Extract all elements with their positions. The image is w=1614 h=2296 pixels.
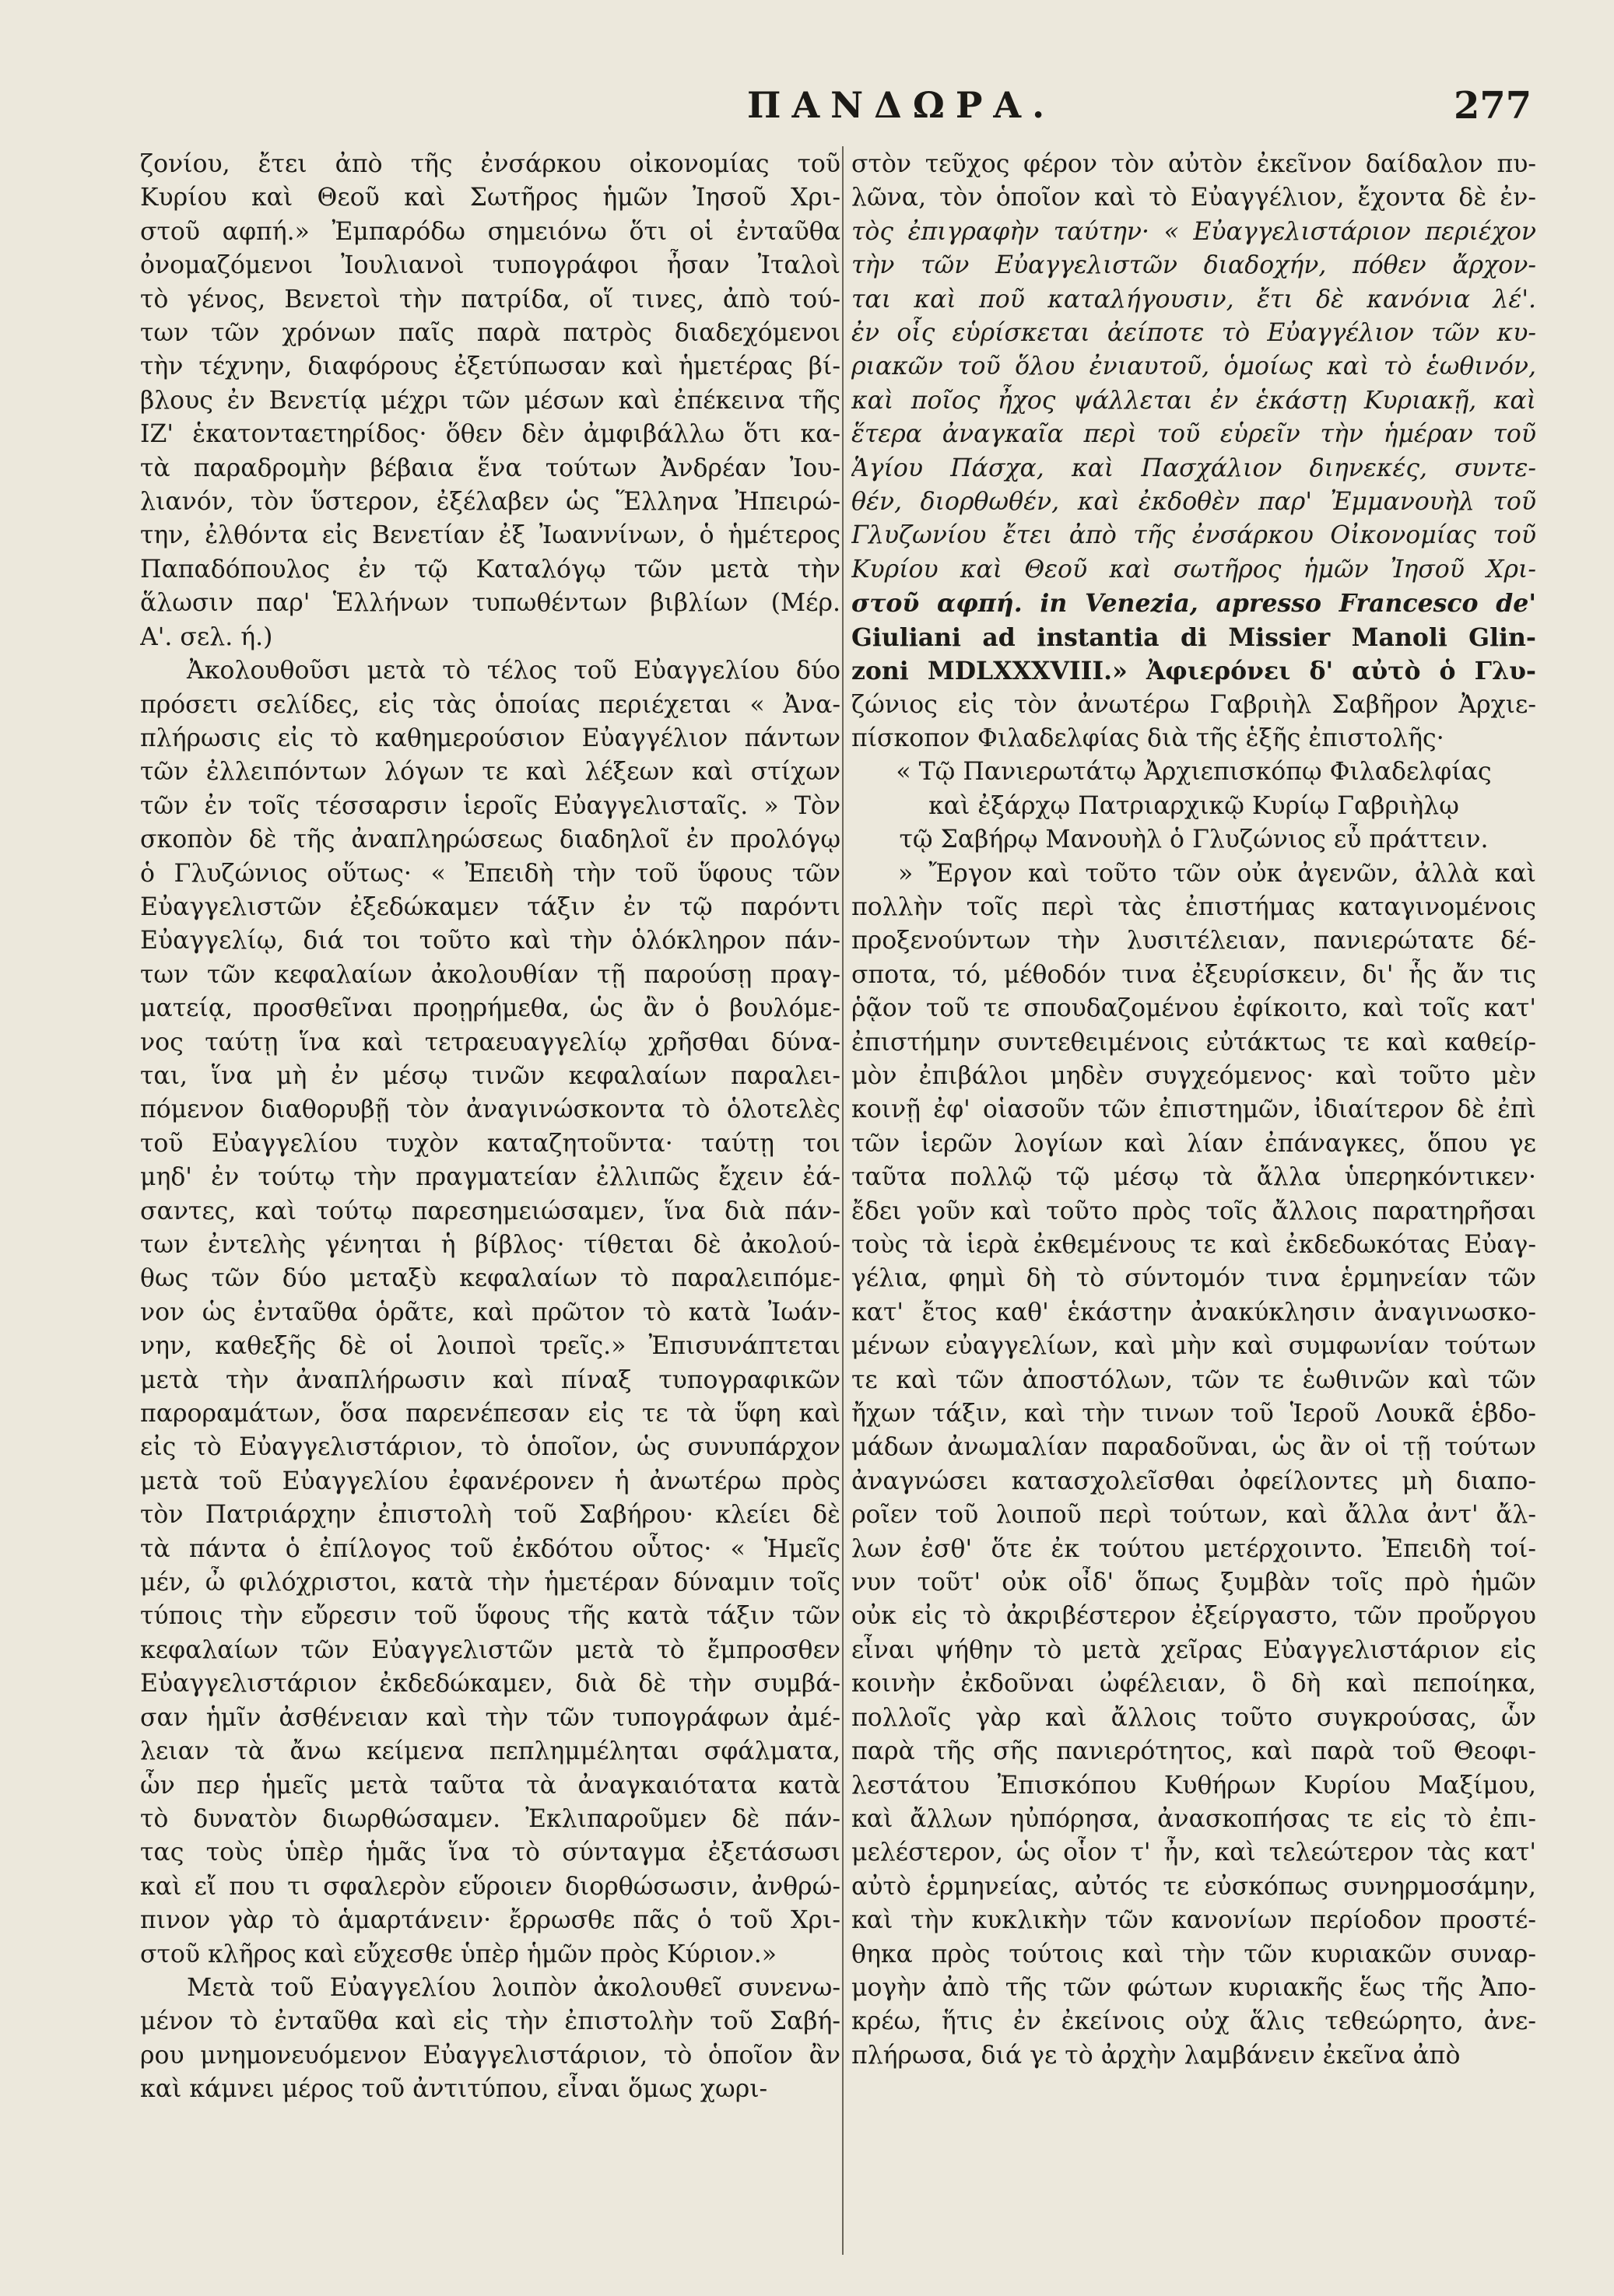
text-line: πίσκοπον Φιλαδελφίας διὰ τῆς ἑξῆς ἐπιστολῆς· [851, 724, 1444, 752]
text-line: των τῶν χρόνων παῖς παρὰ πατρὸς διαδεχόμενοι [140, 319, 840, 348]
text-line: τῶν ἐν τοῖς τέσσαρσιν ἱεροῖς Εὐαγγελισταῖς. » Τὸν [140, 791, 840, 820]
text-line: Παπαδόπουλος ἐν τῷ Καταλόγῳ τῶν μετὰ τὴν [140, 555, 840, 584]
text-line: τοὺς τὰ ἱερὰ ἐκθεμένους τε καὶ ἐκδεδωκότας Εὐαγ- [851, 1231, 1536, 1259]
text-line: των τῶν κεφαλαίων ἀκολουθίαν τῇ παρούσῃ πραγ- [140, 960, 840, 989]
text-line: εἶναι ψήθην τὸ μετὰ χεῖρας Εὐαγγελιστάριον εἰς [851, 1635, 1536, 1664]
text-line: καὶ ποῖος ἦχος ψάλλεται ἐν ἑκάστῃ Κυριακῇ, καὶ [851, 386, 1536, 415]
text-line: τῶν ἱερῶν λογίων καὶ λίαν ἐπάναγκες, ὅπου γε [851, 1129, 1536, 1158]
text-line: ἐν οἷς εὑρίσκεται ἀείποτε τὸ Εὐαγγέλιον τῶν κυ- [851, 319, 1536, 348]
text-line: παροραμάτων, ὅσα παρενέπεσαν εἰς τε τὰ ὕφη καὶ [140, 1400, 840, 1428]
text-line: τὰ παραδρομὴν βέβαια ἕνα τούτων Ἀνδρέαν Ἰου- [140, 454, 840, 482]
text-line: στοῦ αφπή.» Ἐμπαρόδω σημειόνω ὅτι οἱ ἐνταῦθα [140, 217, 840, 246]
text-line: νυν τοῦτ' οὐκ οἶδ' ὅπως ξυμβὰν τοῖς πρὸ ἡμῶν [851, 1569, 1536, 1597]
text-line: καὶ τὴν κυκλικὴν τῶν κανονίων περίοδον προστέ- [851, 1906, 1536, 1935]
text-line: μένον τὸ ἐνταῦθα καὶ εἰς τὴν ἐπιστολὴν τοῦ Σαβή- [140, 2007, 840, 2036]
text-line: τε καὶ τῶν ἀποστόλων, τῶν τε ἑωθινῶν καὶ τῶν [851, 1365, 1536, 1394]
text-line: λεστάτου Ἐπισκόπου Κυθήρων Κυρίου Μαξίμου, [851, 1771, 1536, 1800]
text-line: τὸ γένος, Βενετοὶ τὴν πατρίδα, οἵ τινες, ἀπὸ τού- [140, 285, 840, 314]
text-line: κεφαλαίων τῶν Εὐαγγελιστῶν μετὰ τὸ ἔμπροσθεν [140, 1635, 840, 1664]
text-line: Εὐαγγελιστάριον ἐκδεδώκαμεν, διὰ δὲ τὴν συμβά- [140, 1670, 840, 1698]
text-line: ται καὶ ποῦ καταλήγουσιν, ἔτι δὲ κανόνια λέ'. [851, 285, 1536, 314]
text-line: λων ἐσθ' ὅτε ἐκ τούτου μετέρχοιντο. Ἐπειδὴ τοί- [851, 1534, 1536, 1563]
text-line: κρέω, ἥτις ἐν ἐκείνοις οὐχ ἅλις τεθεώρητο, ἀνε- [851, 2007, 1536, 2036]
text-line: τῶν ἐλλειπόντων λόγων τε καὶ λέξεων καὶ στίχων [140, 758, 840, 787]
text-line: ἅλωσιν παρ' Ἑλλήνων τυπωθέντων βιβλίων (Μέρ. [140, 589, 840, 618]
text-line: πολλὴν τοῖς περὶ τὰς ἐπιστήμας καταγινομένοις [851, 892, 1536, 921]
text-line: θηκα πρὸς τούτοις καὶ τὴν τῶν κυριακῶν συναρ- [851, 1940, 1536, 1968]
text-line: μένων εὐαγγελίων, καὶ μὴν καὶ συμφωνίαν τούτων [851, 1332, 1536, 1361]
text-line: Ἁγίου Πάσχα, καὶ Πασχάλιον διηνεκές, συντε- [851, 454, 1536, 482]
text-line: την, ἐλθόντα εἰς Βενετίαν ἐξ Ἰωαννίνων, ὁ ἡμέτερος [140, 521, 840, 550]
text-line: πλήρωσις εἰς τὸ καθημερούσιον Εὐαγγέλιον πάντων [140, 724, 840, 752]
column-divider [842, 146, 844, 2255]
text-line: σποτα, τό, μέθοδόν τινα ἐξευρίσκειν, δι' ἧς ἄν τις [851, 960, 1536, 989]
text-line: τῷ Σαβήρῳ Μανουὴλ ὁ Γλυζώνιος εὖ πράττειν. [899, 826, 1489, 854]
text-line: βλους ἐν Βενετίᾳ μέχρι τῶν μέσων καὶ ἐπέκεινα τῆς [140, 386, 840, 415]
text-line: Κυρίου καὶ Θεοῦ καὶ Σωτῆρος ἡμῶν Ἰησοῦ Χρι- [140, 184, 840, 212]
text-line: τὸ δυνατὸν διωρθώσαμεν. Ἐκλιπαροῦμεν δὲ πάν- [140, 1804, 840, 1833]
text-line: καὶ ἄλλων ηὐπόρησα, ἀνασκοπήσας τε εἰς τὸ ἐπι- [851, 1804, 1536, 1833]
text-line: νην, καθεξῆς δὲ οἱ λοιποὶ τρεῖς.» Ἐπισυνάπτεται [140, 1332, 840, 1361]
text-line: πλήρωσα, διά γε τὸ ἀρχὴν λαμβάνειν ἐκεῖνα ἀπὸ [851, 2041, 1461, 2070]
text-line: παρὰ τῆς σῆς πανιερότητος, καὶ παρὰ τοῦ Θεοφι- [851, 1737, 1536, 1766]
text-line: ζονίου, ἔτει ἀπὸ τῆς ἐνσάρκου οἰκονομίας τοῦ [140, 150, 840, 178]
text-line: ἕτερα ἀναγκαῖα περὶ τοῦ εὑρεῖν τὴν ἡμέραν τοῦ [851, 420, 1536, 449]
text-line: μέν, ὦ φιλόχριστοι, κατὰ τὴν ἡμετέραν δύναμιν τοῖς [140, 1569, 840, 1597]
text-line: πρόσετι σελίδες, εἰς τὰς ὁποίας περιέχεται « Ἀνα- [140, 690, 840, 719]
text-line: πόμενον διαθορυβῇ τὸν ἀναγινώσκοντα τὸ ὁλοτελὲς [140, 1095, 840, 1124]
page-title: ΠΑΝΔΩΡΑ. [747, 84, 1056, 126]
text-line: Giuliani ad instantia di Missier Manoli Glin- [851, 622, 1536, 652]
text-line: ταῦτα πολλῷ τῷ μέσῳ τὰ ἄλλα ὑπερηκόντικεν· [851, 1163, 1536, 1192]
text-line: τὸς ἐπιγραφὴν ταύτην· « Εὐαγγελιστάριον περιέχον [851, 217, 1536, 246]
text-line: Α'. σελ. ή.) [140, 622, 273, 651]
text-line: καὶ ἐξάρχῳ Πατριαρχικῷ Κυρίῳ Γαβριὴλῳ [928, 791, 1459, 820]
text-line: τὸν Πατριάρχην ἐπιστολὴ τοῦ Σαβήρου· κλείει δὲ [140, 1501, 840, 1530]
text-line: νον ὡς ἐνταῦθα ὁρᾶτε, καὶ πρῶτον τὸ κατὰ Ἰωάν- [140, 1298, 840, 1327]
text-line: νος ταύτῃ ἵνα καὶ τετραευαγγελίῳ χρῆσθαι δύνα- [140, 1028, 840, 1057]
text-line: « Τῷ Πανιερωτάτῳ Ἀρχιεπισκόπῳ Φιλαδελφίας [896, 758, 1492, 787]
text-line: λιανόν, τὸν ὕστερον, ἐξέλαβεν ὡς Ἕλληνα Ἠπειρώ- [140, 488, 840, 517]
text-line: ὧν περ ἡμεῖς μετὰ ταῦτα τὰ ἀναγκαιότατα κατὰ [140, 1771, 840, 1800]
text-line: στοῦ κλῆρος καὶ εὔχεσθε ὑπὲρ ἡμῶν πρὸς Κύριον.» [140, 1940, 777, 1968]
text-line: μογὴν ἀπὸ τῆς τῶν φώτων κυριακῆς ἕως τῆς Ἀπο- [851, 1973, 1536, 2002]
text-line: ἐπιστήμην συντεθειμένοις εὐτάκτως τε καὶ καθείρ- [851, 1028, 1536, 1057]
running-head [0, 84, 1614, 131]
text-line: ὁ Γλυζώνιος οὕτως· « Ἐπειδὴ τὴν τοῦ ὕφους τῶν [140, 859, 840, 888]
text-line: τύποις τὴν εὔρεσιν τοῦ ὕφους τῆς κατὰ τάξιν τῶν [140, 1602, 840, 1631]
text-line: Κυρίου καὶ Θεοῦ καὶ σωτῆρος ἡμῶν Ἰησοῦ Χρι- [851, 555, 1536, 584]
text-line: καὶ κάμνει μέρος τοῦ ἀντιτύπου, εἶναι ὅμως χωρι- [140, 2075, 768, 2104]
text-line: ΙΖ' ἑκατονταετηρίδος· ὅθεν δὲν ἀμφιβάλλω ὅτι κα- [140, 420, 840, 449]
text-line: κοινῇ ἐφ' οἱασοῦν τῶν ἐπιστημῶν, ἰδιαίτερον δὲ ἐπὶ [851, 1095, 1536, 1124]
left-column [140, 148, 840, 2107]
text-line: Μετὰ τοῦ Εὐαγγελίου λοιπὸν ἀκολουθεῖ συνενω- [187, 1973, 840, 2002]
text-line: θως τῶν δύο μεταξὺ κεφαλαίων τὸ παραλειπόμε- [140, 1264, 840, 1293]
text-line: στοῦ αφπή. in Venezia, apresso Francesco de' [851, 589, 1536, 619]
text-line: τας τοὺς ὑπὲρ ἡμᾶς ἵνα τὸ σύνταγμα ἐξετάσωσι [140, 1839, 840, 1867]
text-line: εἰς τὸ Εὐαγγελιστάριον, τὸ ὁποῖον, ὡς συνυπάρχον [140, 1433, 840, 1462]
text-line: πολλοῖς γὰρ καὶ ἄλλοις τοῦτο συγκρούσας, ὧν [851, 1703, 1536, 1732]
text-line: Ἀκολουθοῦσι μετὰ τὸ τέλος τοῦ Εὐαγγελίου δύο [187, 657, 840, 685]
text-line: των ἐντελὴς γένηται ἡ βίβλος· τίθεται δὲ ἀκολού- [140, 1231, 840, 1259]
text-line: τὰ πάντα ὁ ἐπίλογος τοῦ ἐκδότου οὗτος· « Ἡμεῖς [140, 1534, 840, 1563]
text-line: λειαν τὰ ἄνω κείμενα πεπλημμέληται σφάλματα, [140, 1737, 840, 1766]
text-line: Εὐαγγελίῳ, διά τοι τοῦτο καὶ τὴν ὁλόκληρον πάν- [140, 927, 840, 955]
text-line: ἀναγνώσει κατασχολεῖσθαι ὀφείλοντες μὴ διαπο- [851, 1467, 1536, 1495]
text-line: ῥᾷον τοῦ τε σπουδαζομένου ἐφίκοιτο, καὶ τοῖς κατ' [851, 994, 1536, 1023]
right-column [851, 148, 1536, 2073]
text-line: σαν ἡμῖν ἀσθένειαν καὶ τὴν τῶν τυπογράφων ἀμέ- [140, 1703, 840, 1732]
text-line: τὴν τέχνην, διαφόρους ἐξετύπωσαν καὶ ἡμετέρας βί- [140, 352, 840, 381]
text-line: ματείᾳ, προσθεῖναι προῃρήμεθα, ὡς ἂν ὁ βουλόμε- [140, 994, 840, 1023]
text-line: τοῦ Εὐαγγελίου τυχὸν καταζητοῦντα· ταύτῃ τοι [140, 1129, 840, 1158]
text-line: μηδ' ἐν τούτῳ τὴν πραγματείαν ἐλλιπῶς ἔχειν ἐά- [140, 1163, 840, 1192]
text-line: λῶνα, τὸν ὁποῖον καὶ τὸ Εὐαγγέλιον, ἔχοντα δὲ ἐν- [851, 184, 1536, 212]
text-line: ριακῶν τοῦ ὅλου ἐνιαυτοῦ, ὁμοίως καὶ τὸ ἑωθινόν, [851, 352, 1536, 381]
text-line: στὸν τεῦχος φέρον τὸν αὐτὸν ἐκεῖνον δαίδαλον πυ- [851, 150, 1536, 178]
text-line: θέν, διορθωθέν, καὶ ἐκδοθὲν παρ' Ἐμμανουὴλ τοῦ [851, 488, 1536, 517]
text-line: οὐκ εἰς τὸ ἀκριβέστερον ἐξείργαστο, τῶν προὔργου [851, 1602, 1536, 1631]
text-line: μάδων ἀνωμαλίαν παραδοῦναι, ὡς ἂν οἱ τῇ τούτων [851, 1433, 1536, 1462]
text-line: zoni MDLXXXVIII.» Ἀφιερόνει δ' αὐτὸ ὁ Γλυ- [851, 657, 1536, 686]
text-line: ροῖεν τοῦ λοιποῦ περὶ τούτων, καὶ ἄλλα ἀντ' ἄλ- [851, 1501, 1536, 1530]
text-line: γέλια, φημὶ δὴ τὸ σύντομόν τινα ἑρμηνείαν τῶν [851, 1264, 1536, 1293]
text-line: μετὰ τὴν ἀναπλήρωσιν καὶ πίναξ τυπογραφικῶν [140, 1365, 840, 1394]
text-line: ἤχων τάξιν, καὶ τὴν τινων τοῦ Ἱεροῦ Λουκᾶ ἑβδο- [851, 1400, 1536, 1428]
text-line: ρου μνημονευόμενον Εὐαγγελιστάριον, τὸ ὁποῖον ἂν [140, 2041, 840, 2070]
text-line: μὸν ἐπιβάλοι μηδὲν συγχεόμενος· καὶ τοῦτο μὲν [851, 1061, 1536, 1090]
text-line: ἔδει γοῦν καὶ τοῦτο πρὸς τοῖς ἄλλοις παρατηρῆσαι [851, 1197, 1536, 1225]
text-line: ὀνομαζόμενοι Ἰουλιανοὶ τυπογράφοι ἦσαν Ἰταλοὶ [140, 251, 840, 280]
text-line: μελέστερον, ὡς οἷον τ' ἦν, καὶ τελεώτερον τὰς κατ' [851, 1839, 1536, 1867]
text-line: πινον γὰρ τὸ ἁμαρτάνειν· ἔρρωσθε πᾶς ὁ τοῦ Χρι- [140, 1906, 840, 1935]
text-line: σαντες, καὶ τούτῳ παρεσημειώσαμεν, ἵνα διὰ πάν- [140, 1197, 840, 1225]
text-line: κατ' ἔτος καθ' ἑκάστην ἀνακύκλησιν ἀναγινωσκο- [851, 1298, 1536, 1327]
text-line: » Ἔργον καὶ τοῦτο τῶν οὐκ ἀγενῶν, ἀλλὰ καὶ [898, 859, 1536, 888]
page-number: 277 [1454, 84, 1532, 128]
text-line: καὶ εἴ που τι σφαλερὸν εὕροιεν διορθώσωσιν, ἀνθρώ- [140, 1872, 840, 1901]
text-line: ζώνιος εἰς τὸν ἀνωτέρω Γαβριὴλ Σαβῆρον Ἀρχιε- [851, 690, 1536, 719]
text-line: Εὐαγγελιστῶν ἐξεδώκαμεν τάξιν ἐν τῷ παρόντι [140, 892, 840, 921]
text-line: κοινὴν ἐκδοῦναι ὠφέλειαν, ὃ δὴ καὶ πεποίηκα, [851, 1670, 1536, 1698]
text-line: ται, ἵνα μὴ ἐν μέσῳ τινῶν κεφαλαίων παραλει- [140, 1061, 840, 1090]
text-line: Γλυζωνίου ἔτει ἀπὸ τῆς ἐνσάρκου Οἰκονομίας τοῦ [851, 521, 1536, 550]
text-line: προξενούντων τὴν λυσιτέλειαν, πανιερώτατε δέ- [851, 927, 1536, 955]
text-line: τὴν τῶν Εὐαγγελιστῶν διαδοχήν, πόθεν ἄρχον- [851, 251, 1536, 280]
text-line: μετὰ τοῦ Εὐαγγελίου ἐφανέρονεν ἡ ἀνωτέρω πρὸς [140, 1467, 840, 1495]
text-line: σκοπὸν δὲ τῆς ἀναπληρώσεως διαδηλοῖ ἐν προλόγῳ [140, 826, 840, 854]
text-line: αὐτὸ ἑρμηνείας, αὐτός τε εὐσκόπως συνηρμοσάμην, [851, 1872, 1536, 1901]
